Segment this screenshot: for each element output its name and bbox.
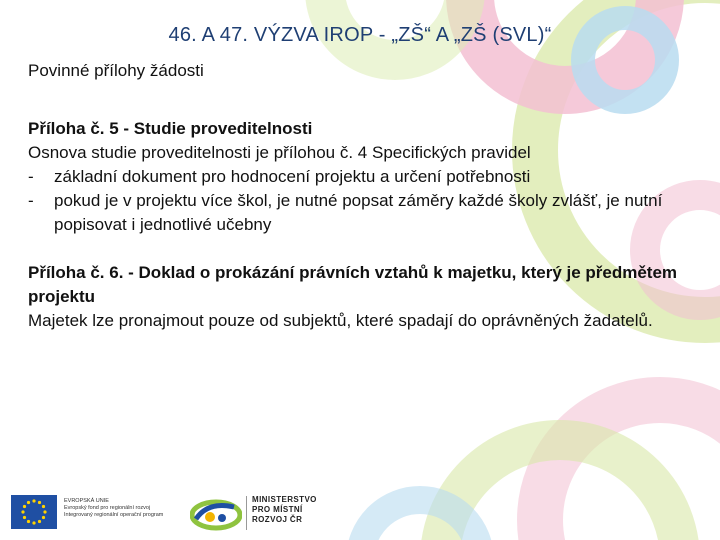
bullet-text: pokud je v projektu více škol, je nutné popsat záměry každé školy zvlášť, je nutní popisovat i jednotlivé učebny — [54, 191, 663, 234]
ministry-line: PRO MÍSTNÍ — [252, 505, 303, 514]
eu-line: Integrovaný regionální operační program — [64, 512, 164, 518]
ministry-text — [252, 495, 317, 525]
bullet-dash: - — [28, 167, 34, 186]
footer-logos — [0, 490, 720, 540]
eu-line: EVROPSKÁ UNIE — [64, 498, 109, 504]
section-2-body: Majetek lze pronajmout pouze od subjektů, které spadají do oprávněných žadatelů. — [28, 311, 653, 330]
section-1-heading: Příloha č. 5 - Studie proveditelnosti — [28, 119, 313, 138]
slide-subtitle: Povinné přílohy žádosti — [28, 61, 204, 80]
bullet-item — [28, 165, 688, 189]
eu-line: Evropský fond pro regionální rozvoj — [64, 505, 151, 511]
section-2-heading: Příloha č. 6. - Doklad o prokázání právních vztahů k majetku, který je předmětem projektu — [28, 263, 678, 306]
bullet-item — [28, 189, 688, 237]
eu-flag-icon — [11, 495, 57, 529]
section-1-intro: Osnova studie proveditelnosti je přílohou č. 4 Specifických pravidel — [28, 143, 531, 162]
bullet-text: základní dokument pro hodnocení projektu a určení potřebnosti — [54, 167, 531, 186]
bullet-dash: - — [28, 191, 34, 210]
logo-divider — [246, 496, 247, 530]
ministry-line: MINISTERSTVO — [252, 495, 317, 504]
ministry-line: ROZVOJ ČR — [252, 515, 303, 524]
eu-program-text — [64, 498, 194, 519]
mmr-logo-icon — [190, 493, 242, 533]
slide-title: 46. A 47. VÝZVA IROP - „ZŠ“ A „ZŠ (SVL)“ — [168, 24, 552, 46]
slide-content — [28, 117, 688, 333]
